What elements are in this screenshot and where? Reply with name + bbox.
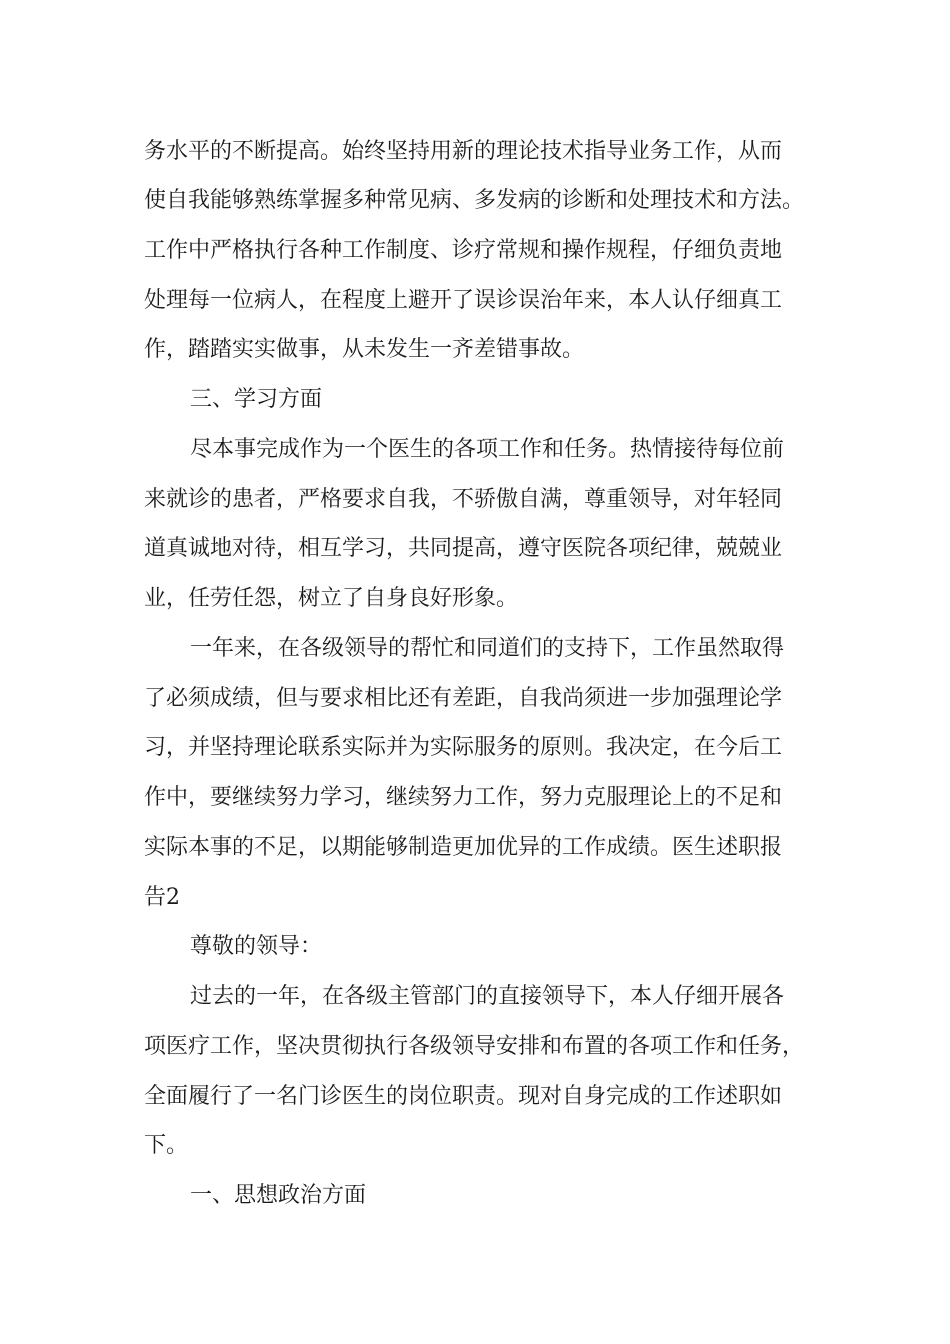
paragraph-line: 工作中严格执行各种工作制度、诊疗常规和操作规程，仔细负责地 bbox=[144, 238, 783, 263]
paragraph-line: 作，踏踏实实做事，从未发生一齐差错事故。 bbox=[144, 337, 585, 362]
salutation: 尊敬的领导： bbox=[190, 934, 323, 959]
paragraph-line: 项医疗工作，坚决贯彻执行各级领导安排和布置的各项工作和任务， bbox=[144, 1034, 805, 1059]
paragraph-line: 使自我能够熟练掌握多种常见病、多发病的诊断和处理技术和方法。 bbox=[144, 188, 805, 213]
paragraph-line: 过去的一年，在各级主管部门的直接领导下，本人仔细开展各 bbox=[190, 984, 785, 1009]
paragraph-line: 了必须成绩，但与要求相比还有差距，自我尚须进一步加强理论学 bbox=[144, 686, 783, 711]
section-heading: 一、思想政治方面 bbox=[190, 1183, 367, 1208]
section-heading: 三、学习方面 bbox=[190, 387, 323, 412]
paragraph-line: 作中，要继续努力学习，继续努力工作，努力克服理论上的不足和 bbox=[144, 785, 783, 810]
paragraph-line: 来就诊的患者，严格要求自我，不骄傲自满，尊重领导，对年轻同 bbox=[144, 487, 783, 512]
paragraph-line: 道真诚地对待，相互学习，共同提高，遵守医院各项纪律，兢兢业 bbox=[144, 536, 783, 561]
paragraph-line: 一年来，在各级领导的帮忙和同道们的支持下，工作虽然取得 bbox=[190, 636, 785, 661]
paragraph-line: 业，任劳任怨，树立了自身良好形象。 bbox=[144, 586, 519, 611]
paragraph-line: 告2 bbox=[144, 885, 180, 910]
paragraph-line: 下。 bbox=[144, 1133, 189, 1158]
paragraph-line: 全面履行了一名门诊医生的岗位职责。现对自身完成的工作述职如 bbox=[144, 1084, 783, 1109]
paragraph-line: 习，并坚持理论联系实际并为实际服务的原则。我决定，在今后工 bbox=[144, 735, 783, 760]
paragraph-line: 尽本事完成作为一个医生的各项工作和任务。热情接待每位前 bbox=[190, 437, 785, 462]
paragraph-line: 处理每一位病人，在程度上避开了误诊误治年来，本人认仔细真工 bbox=[144, 288, 783, 313]
paragraph-line: 务水平的不断提高。始终坚持用新的理论技术指导业务工作，从而 bbox=[144, 139, 783, 164]
paragraph-line: 实际本事的不足，以期能够制造更加优异的工作成绩。医生述职报 bbox=[144, 835, 783, 860]
